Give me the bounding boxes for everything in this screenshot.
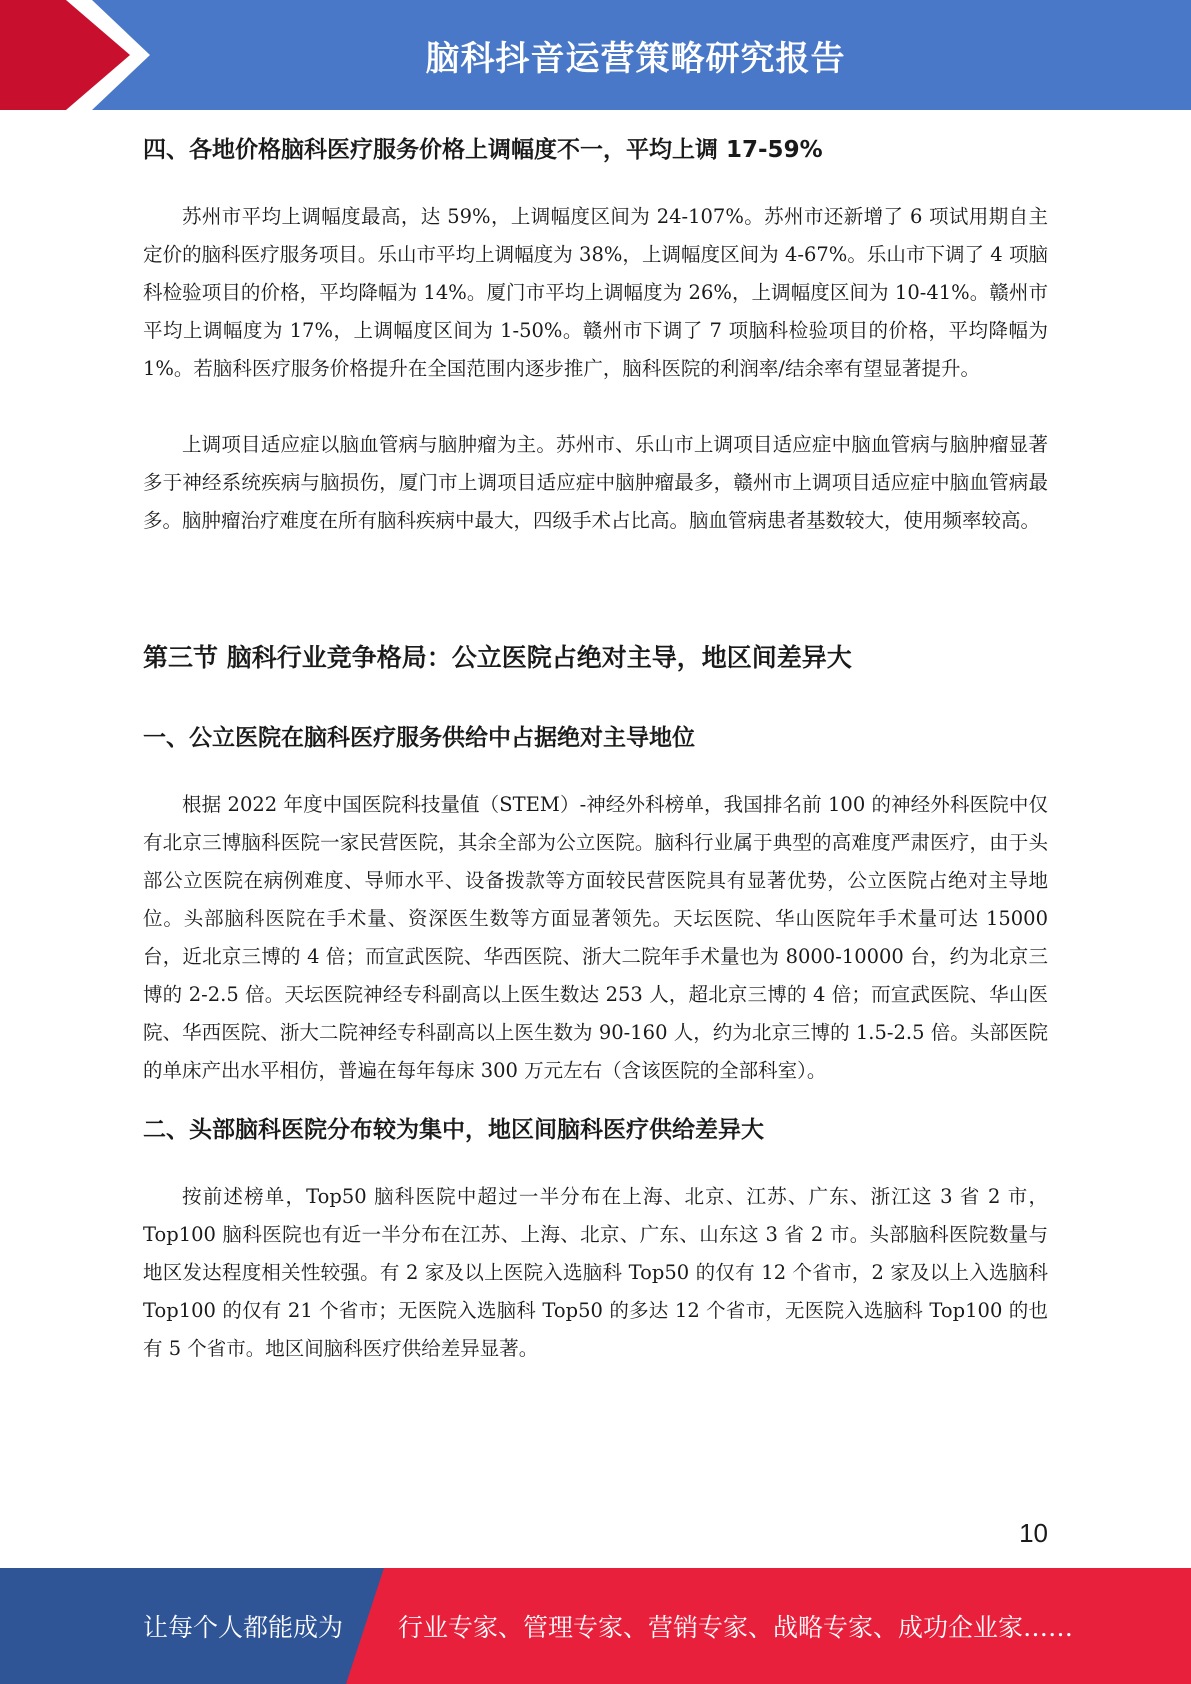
footer-slogan-right: 行业专家、管理专家、营销专家、战略专家、成功企业家…… xyxy=(398,1613,1074,1642)
paragraph-city-prices: 苏州市平均上调幅度最高，达 59%，上调幅度区间为 24-107%。苏州市还新增了 6 项试用期自主定价的脑科医疗服务项目。乐山市平均上调幅度为 38%，上调幅度区间为 4-67%。乐山市下调了 4 项脑科检验项目的价格，平均降幅为 14%。厦门市平均上调幅度为 26%，上调幅度区间为 10-41%。赣州市平均上调幅度为 17%，上调幅度区间为 1-50%。赣州市下调了 7 项脑科检验项目的价格，平均降幅为 1%。若脑科医疗服务价格提升在全国范围内逐步推广，脑科医院的利润率/结余率有望显著提升。 xyxy=(143,205,1048,380)
report-footer xyxy=(0,1568,1191,1684)
heading-regional-distribution: 二、头部脑科医院分布较为集中，地区间脑科医疗供给差异大 xyxy=(143,1117,764,1143)
paragraph-top-hospitals-distribution: 按前述榜单，Top50 脑科医院中超过一半分布在上海、北京、江苏、广东、浙江这 3 省 2 市，Top100 脑科医院也有近一半分布在江苏、上海、北京、广东、山东这 3 省 2 市。头部脑科医院数量与地区发达程度相关性较强。有 2 家及以上医院入选脑科 Top50 的仅有 12 个省市，2 家及以上入选脑科 Top100 的仅有 21 个省市；无医院入选脑科 Top50 的多达 12 个省市，无医院入选脑科 Top100 的也有 5 个省市。地区间脑科医疗供给差异显著。 xyxy=(143,1185,1048,1360)
report-title: 脑科抖音运营策略研究报告 xyxy=(425,38,846,79)
page-content xyxy=(143,128,1048,1368)
footer-slogan-left: 让每个人都能成为 xyxy=(143,1613,344,1642)
heading-price-increase: 四、各地价格脑科医疗服务价格上调幅度不一，平均上调 17-59% xyxy=(143,137,823,163)
section-title-competition: 第三节 脑科行业竞争格局：公立医院占绝对主导，地区间差异大 xyxy=(143,643,852,672)
report-header xyxy=(0,0,1191,110)
paragraph-indications: 上调项目适应症以脑血管病与脑肿瘤为主。苏州市、乐山市上调项目适应症中脑血管病与脑肿瘤显著多于神经系统疾病与脑损伤，厦门市上调项目适应症中脑肿瘤最多，赣州市上调项目适应症中脑血管病最多。脑肿瘤治疗难度在所有脑科疾病中最大，四级手术占比高。脑血管病患者基数较大，使用频率较高。 xyxy=(143,433,1048,532)
heading-public-hospitals: 一、公立医院在脑科医疗服务供给中占据绝对主导地位 xyxy=(143,725,695,751)
page-number: 10 xyxy=(1019,1518,1048,1548)
paragraph-stem-ranking: 根据 2022 年度中国医院科技量值（STEM）-神经外科榜单，我国排名前 100 的神经外科医院中仅有北京三博脑科医院一家民营医院，其余全部为公立医院。脑科行业属于典型的高难度严肃医疗，由于头部公立医院在病例难度、导师水平、设备拨款等方面较民营医院具有显著优势，公立医院占绝对主导地位。头部脑科医院在手术量、资深医生数等方面显著领先。天坛医院、华山医院年手术量可达 15000 台，近北京三博的 4 倍；而宣武医院、华西医院、浙大二院年手术量也为 8000-10000 台，约为北京三博的 2-2.5 倍。天坛医院神经专科副高以上医生数达 253 人，超北京三博的 4 倍；而宣武医院、华山医院、华西医院、浙大二院神经专科副高以上医生数为 90-160 人，约为北京三博的 1.5-2.5 倍。头部医院的单床产出水平相仿，普遍在每年每床 300 万元左右（含该医院的全部科室）。 xyxy=(143,793,1048,1082)
